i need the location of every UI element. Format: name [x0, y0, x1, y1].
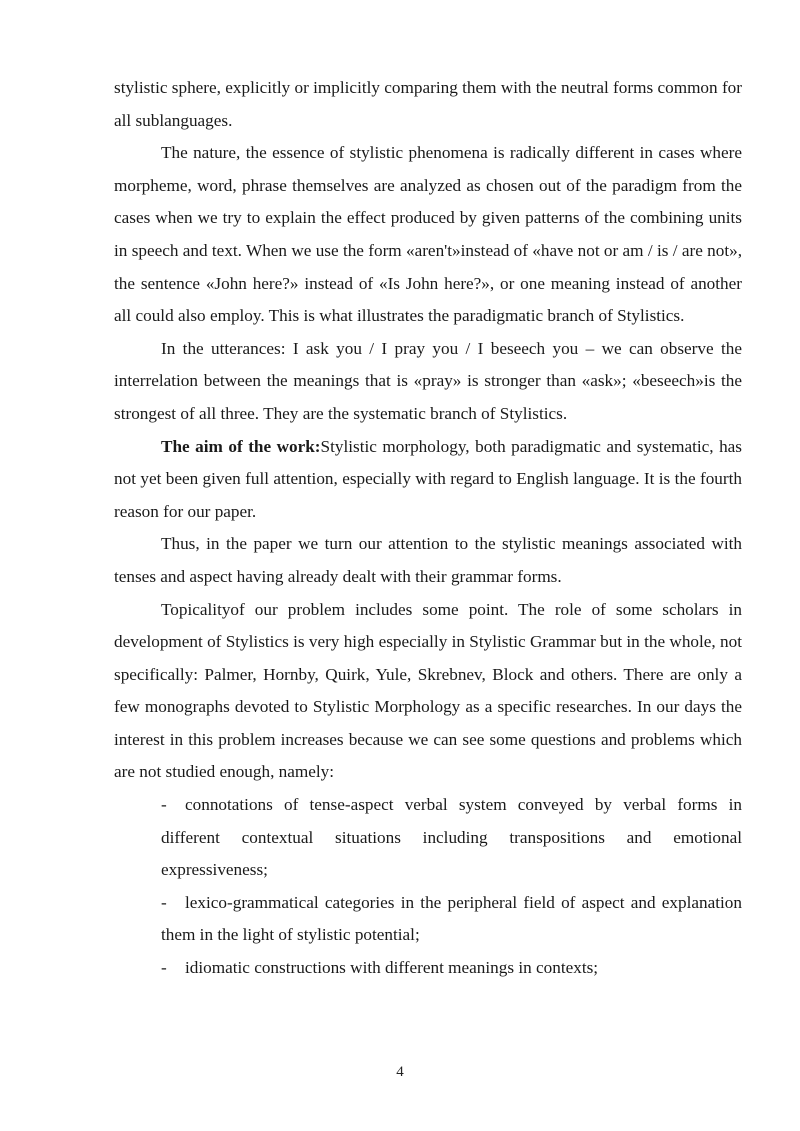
aim-text: Stylistic morphology, both paradigmatic and systematic, has not yet been given full attention, especially with regard to English language. It is the fourth reason for our paper. — [114, 436, 742, 521]
bullet-item — [114, 887, 742, 952]
paragraph-topicality: Topicalityof our problem includes some point. The role of some scholars in development of Stylistics is very high especially in Stylistic Grammar but in the whole, not specifically: Palmer, Hornby, Quirk, Yule, Skrebnev, Block and others. There are only a few monographs devoted to Stylistic Morphology as a specific researches. In our days the interest in this problem increases because we can see some questions and problems which are not studied enough, namely: — [114, 599, 742, 782]
bullet-item — [114, 952, 742, 985]
paragraph-thus: Thus, in the paper we turn our attention to the stylistic meanings associated with tenses and aspect having already dealt with their grammar forms. — [114, 534, 742, 586]
bullet-dash: - — [161, 795, 167, 815]
bullet-dash: - — [161, 958, 167, 978]
paragraph-continuation: stylistic sphere, explicitly or implicitly comparing them with the neutral forms common for all sublanguages. — [114, 78, 742, 130]
paragraph-nature: The nature, the essence of stylistic phenomena is radically different in cases where morpheme, word, phrase themselves are analyzed as chosen out of the paradigm from the cases when we try to explain the effect produced by given patterns of the combining units in speech and text. When we use the form «aren't»instead of «have not or am / is / are not», the sentence «John here?» instead of «Is John here?», or one meaning instead of another all could also employ. This is what illustrates the paradigmatic branch of Stylistics. — [114, 143, 742, 326]
bullet-text: connotations of tense-aspect verbal system conveyed by verbal forms in different contextual situations including transpositions and emotional expressiveness; — [161, 795, 742, 880]
bullet-text: lexico-grammatical categories in the peripheral field of aspect and explanation them in the light of stylistic potential; — [161, 892, 742, 945]
paragraph-aim — [114, 431, 742, 529]
aim-label: The aim of the work: — [161, 436, 321, 456]
page-number: 4 — [396, 1064, 404, 1080]
bullet-item — [114, 789, 742, 887]
paragraph-utterances: In the utterances: I ask you / I pray you / I beseech you – we can observe the interrelation between the meanings that is «pray» is stronger than «ask»; «beseech»is the strongest of all three. They are the systematic branch of Stylistics. — [114, 338, 742, 423]
bullet-dash: - — [161, 892, 167, 912]
bullet-text: idiomatic constructions with different meanings in contexts; — [185, 958, 599, 978]
document-page — [114, 72, 742, 985]
